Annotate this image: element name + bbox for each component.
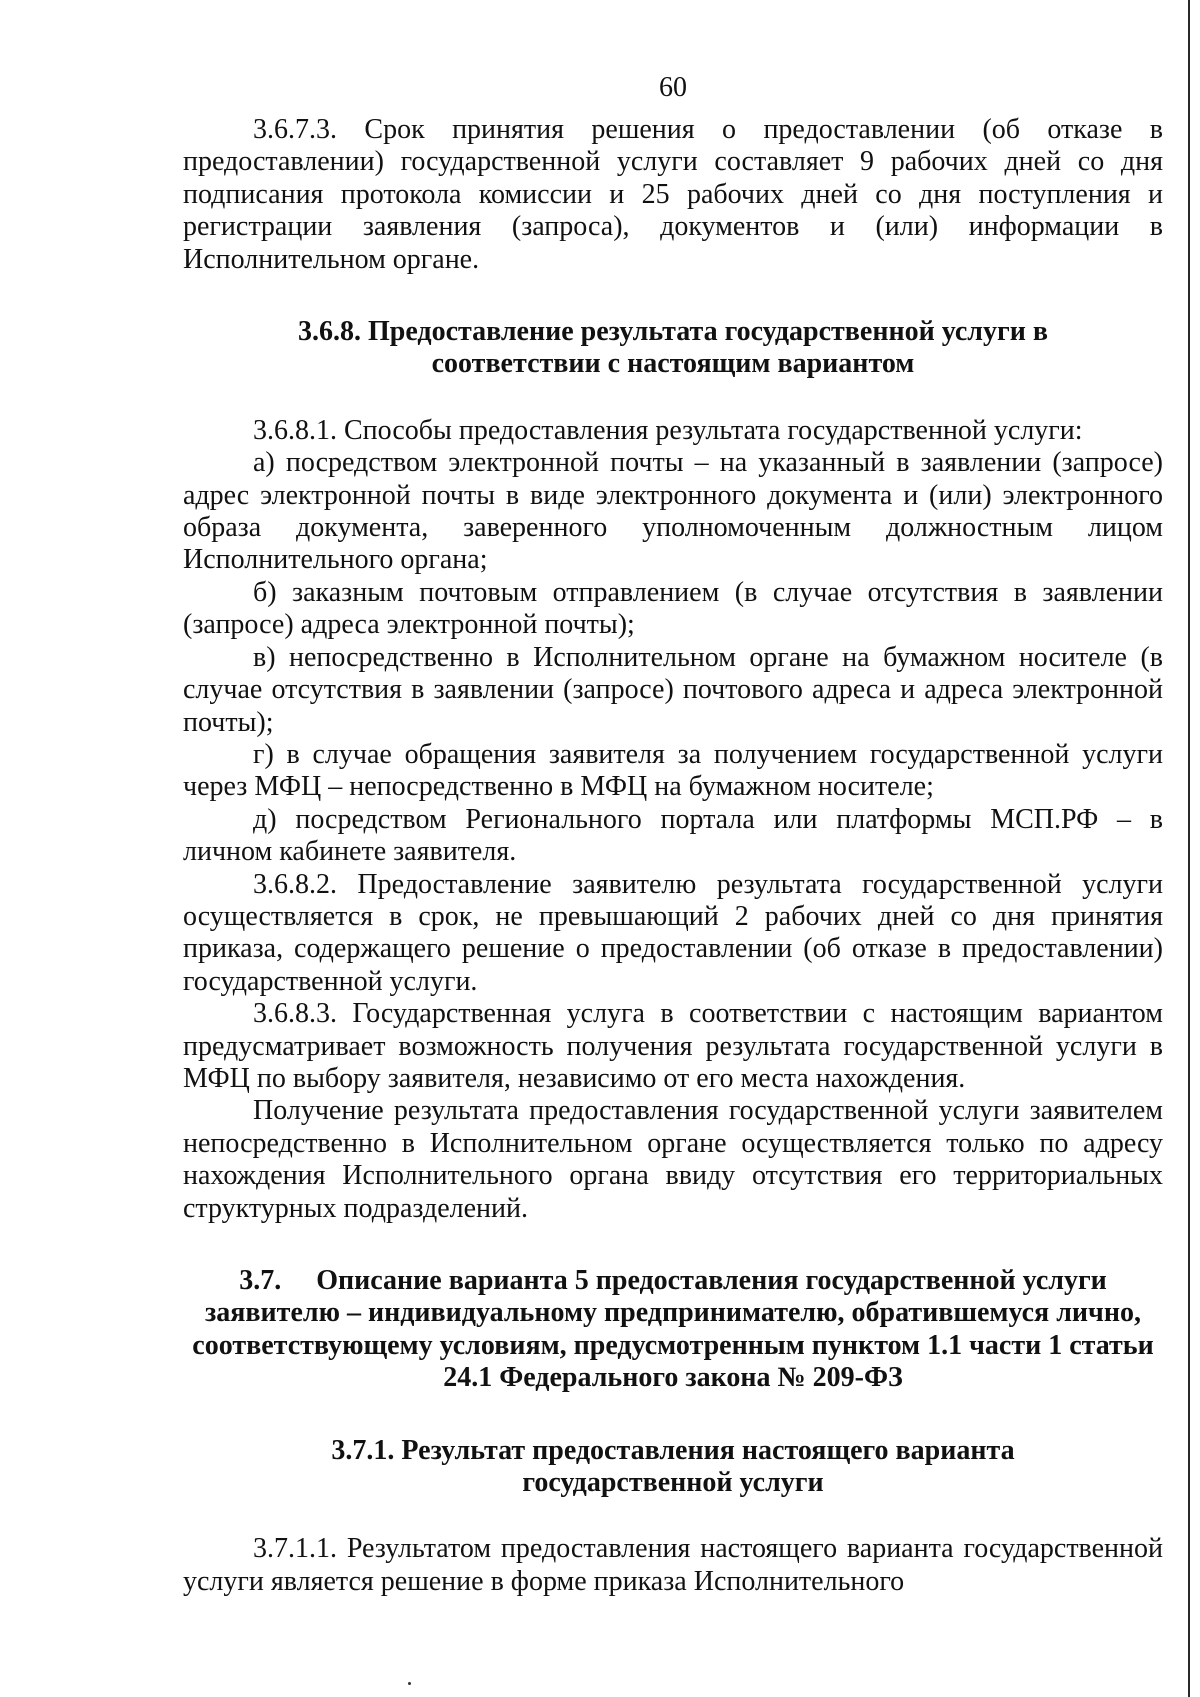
paragraph-3-7-1-1: 3.7.1.1. Результатом предоставления настоящего варианта государственной услуги является решение в форме приказа Исполнительного — [183, 1533, 1163, 1597]
list-item-b: б) заказным почтовым отправлением (в случае отсутствия в заявлении (запросе) адреса электронной почты); — [183, 576, 1163, 641]
page-edge-rule — [1188, 0, 1190, 1697]
spacer — [183, 381, 1163, 415]
spacer — [183, 1499, 1163, 1533]
heading-3-7: 3.7. Описание варианта 5 предоставления государственной услуги заявителю – индивидуальному предпринимателю, обратившемуся лично, соответствующему условиям, предусмотренным пунктом 1.1 части 1 статьи 24.1 Федерального закона № 209-ФЗ — [192, 1265, 1161, 1394]
spacer — [183, 276, 1163, 316]
paragraph-3-6-7-3: 3.6.7.3. Срок принятия решения о предоставлении (об отказе в предоставлении) государственной услуги составляет 9 рабочих дней со дня подписания протокола комиссии и 25 рабочих дней со дня поступления и регистрации заявления (запроса), документов и (или) информации в Исполнительном органе. — [183, 114, 1163, 275]
list-item-g: г) в случае обращения заявителя за получением государственной услуги через МФЦ – непосредственно в МФЦ на бумажном носителе; — [183, 738, 1163, 803]
paragraph-3-6-8-3: 3.6.8.3. Государственная услуга в соответствии с настоящим вариантом предусматривает возможность получения результата государственной услуги в МФЦ по выбору заявителя, независимо от его места нахождения. — [183, 998, 1163, 1094]
page-number: 60 — [659, 72, 687, 103]
heading-3-6-8: 3.6.8. Предоставление результата государственной услуги в соответствии с настоящим вариантом — [298, 316, 1048, 380]
heading-3-7-1: 3.7.1. Результат предоставления настоящего варианта государственной услуги — [331, 1434, 1015, 1499]
scan-speck — [408, 1682, 411, 1685]
list-item-v: в) непосредственно в Исполнительном органе на бумажном носителе (в случае отсутствия в заявлении (запросе) почтового адреса и адреса электронной почты); — [183, 641, 1163, 738]
list-item-d: д) посредством Регионального портала или платформы МСП.РФ – в личном кабинете заявителя. — [183, 803, 1163, 868]
paragraph-result-receipt: Получение результата предоставления государственной услуги заявителем непосредственно в Исполнительном органе осуществляется только по адресу нахождения Исполнительного органа ввиду отсутствия его территориальных структурных подразделений. — [183, 1095, 1163, 1224]
list-item-a: а) посредством электронной почты – на указанный в заявлении (запросе) адрес электронной почты в виде электронного документа и (или) электронного образа документа, заверенного уполномоченным должностным лицом Исполнительного органа; — [183, 447, 1163, 576]
paragraph-3-6-8-2: 3.6.8.2. Предоставление заявителю результата государственной услуги осуществляется в срок, не превышающий 2 рабочих дней со дня принятия приказа, содержащего решение о предоставлении (об отказе в предоставлении) государственной услуги. — [183, 868, 1163, 997]
document-body — [183, 114, 1163, 1598]
paragraph-3-6-8-1: 3.6.8.1. Способы предоставления результата государственной услуги: — [253, 414, 1083, 446]
spacer — [183, 1395, 1163, 1435]
spacer — [183, 1225, 1163, 1265]
